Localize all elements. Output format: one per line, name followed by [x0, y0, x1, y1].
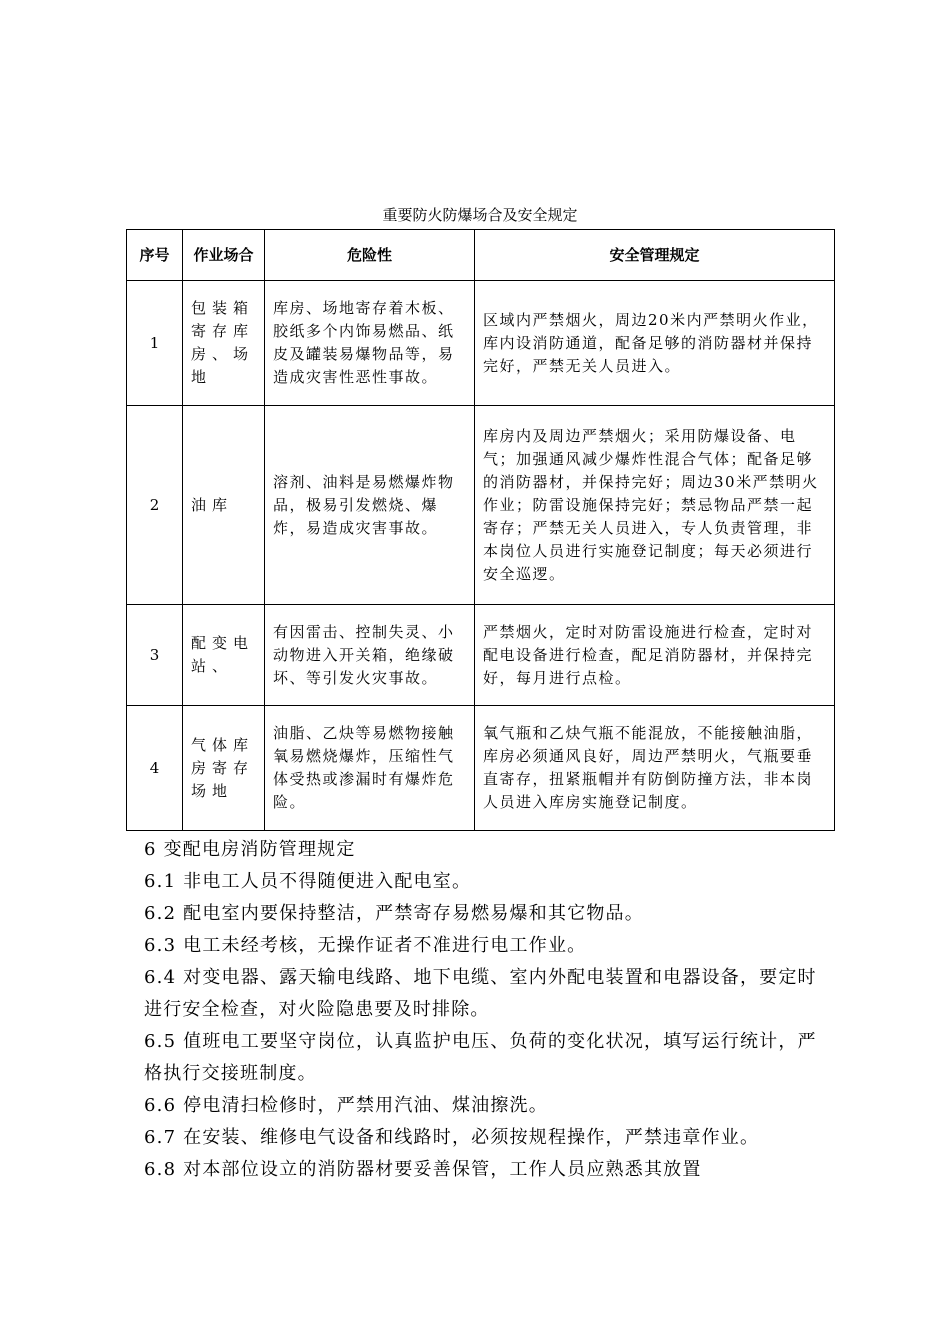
section-item: 6.8 对本部位设立的消防器材要妥善保管，工作人员应熟悉其放置 [144, 1159, 702, 1180]
section-body [144, 834, 820, 1186]
row-rule: 严禁烟火，定时对防雷设施进行检查，定时对配电设备进行检查，配足消防器材，并保持完好，每月进行点检。 [475, 605, 835, 706]
section-item: 6.1 非电工人员不得随便进入配电室。 [144, 871, 472, 892]
header-place: 作业场合 [183, 230, 265, 281]
row-place: 包装箱寄存库房、场地 [183, 281, 265, 406]
section-title: 6 变配电房消防管理规定 [144, 839, 356, 860]
section-item: 6.6 停电清扫检修时，严禁用汽油、煤油擦洗。 [144, 1095, 548, 1116]
row-hazard: 油脂、乙炔等易燃物接触氧易燃烧爆炸，压缩性气体受热或渗漏时有爆炸危险。 [265, 706, 475, 831]
row-hazard: 溶剂、油料是易燃爆炸物品，极易引发燃烧、爆炸，易造成灾害事故。 [265, 406, 475, 605]
row-rule: 氧气瓶和乙炔气瓶不能混放，不能接触油脂，库房必须通风良好，周边严禁明火，气瓶要垂直寄存，扭紧瓶帽并有防倒防撞方法，非本岗人员进入库房实施登记制度。 [475, 706, 835, 831]
section-item: 6.4 对变电器、露天输电线路、地下电缆、室内外配电装置和电器设备，要定时进行安全检查，对火险隐患要及时排除。 [144, 967, 817, 1020]
row-place: 配变电站、 [183, 605, 265, 706]
safety-rules-table [126, 229, 835, 831]
row-rule: 区域内严禁烟火，周边20米内严禁明火作业，库内设消防通道，配备足够的消防器材并保持完好，严禁无关人员进入。 [475, 281, 835, 406]
row-place: 气体库房寄存场地 [183, 706, 265, 831]
row-rule: 库房内及周边严禁烟火；采用防爆设备、电气；加强通风减少爆炸性混合气体；配备足够的消防器材，并保持完好；周边30米严禁明火作业；防雷设施保持完好；禁忌物品严禁一起寄存；严禁无关人员进入，专人负责管理，非本岗位人员进行实施登记制度；每天必须进行安全巡逻。 [475, 406, 835, 605]
row-hazard: 库房、场地寄存着木板、胶纸多个内饰易燃品、纸皮及罐装易爆物品等，易造成灾害性恶性事故。 [265, 281, 475, 406]
section-item: 6.3 电工未经考核，无操作证者不准进行电工作业。 [144, 935, 587, 956]
table-row [127, 406, 835, 605]
header-hazard: 危险性 [265, 230, 475, 281]
header-no: 序号 [127, 230, 183, 281]
table-row [127, 281, 835, 406]
section-item: 6.2 配电室内要保持整洁，严禁寄存易燃易爆和其它物品。 [144, 903, 644, 924]
table-row [127, 706, 835, 831]
table-header-row [127, 230, 835, 281]
header-rule: 安全管理规定 [475, 230, 835, 281]
section-item: 6.5 值班电工要坚守岗位，认真监护电压、负荷的变化状况，填写运行统计，严格执行交接班制度。 [144, 1031, 817, 1084]
row-no: 2 [127, 406, 183, 605]
row-no: 1 [127, 281, 183, 406]
row-place: 油库 [183, 406, 265, 605]
section-item: 6.7 在安装、维修电气设备和线路时，必须按规程操作，严禁违章作业。 [144, 1127, 760, 1148]
table-row [127, 605, 835, 706]
row-no: 3 [127, 605, 183, 706]
row-no: 4 [127, 706, 183, 831]
table-caption: 重要防火防爆场合及安全规定 [382, 206, 578, 224]
row-hazard: 有因雷击、控制失灵、小动物进入开关箱，绝缘破坏、等引发火灾事故。 [265, 605, 475, 706]
